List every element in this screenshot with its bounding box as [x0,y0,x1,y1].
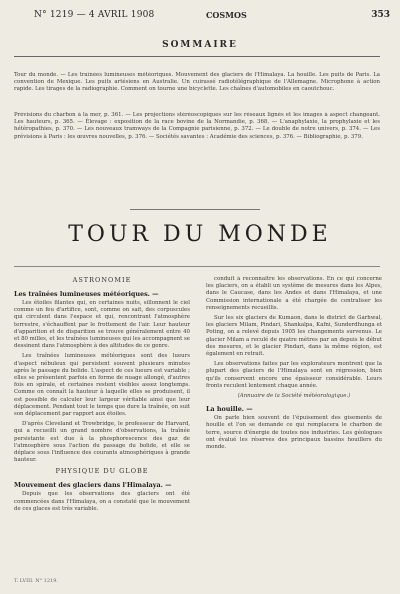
page-footer: T. LVIII. N° 1219. [14,578,58,584]
running-header [10,8,390,22]
sommaire-heading: SOMMAIRE [162,40,238,50]
paragraph: On parle bien souvent de l'épuisement des gisements de houille et l'on se demande ce qui remplacera le charbon de terre, source d'énergie de toutes nos industries. Les géologues ont évalué les réserves des principaux bassins houillers du monde. [206,415,382,451]
paragraph: D'après Cleveland et Trowbridge, le professeur de Harvard, qui a recueilli un grand nombre d'observations, la traînée persistante est due à la phosphorescence des gaz de l'atmosphère sous l'action du passage du bolide, et elle se déplace sous l'influence des courants atmosphériques à grande hauteur. [14,421,190,464]
right-column [206,276,382,576]
summary-paragraph-1: Tour du monde. — Les traînées lumineuses météoriques. Mouvement des glaciers de l'Himalaya. La houille. Les puits de Paris. La convention de Mexique. Les puits artésiens en Australie. Un cuirassé radiotélégraphique de l'Allemagne. Microphone à action rapide. Les tirages de la radiographie. Comment on tourne une bicyclette. Les chaînes d'automobiles en caoutchouc. [14,72,380,93]
paragraph: Depuis que les observations des glaciers ont été commencées dans l'Himalaya, on a constaté que le mouvement de ces glaces est très variable. [14,491,190,512]
divider [14,266,380,267]
section-heading: ASTRONOMIE [72,276,132,284]
paragraph: Sur les six glaciers de Kumaon, dans le district de Garhwal, les glaciers Milam, Pindari, Shankalpa, Kafni, Sunderdhunga et Poting, on a relevé depuis 1905 les changements survenus. Le glacier Milam a reculé de quatre mètres par an depuis le début des mesures, et le glacier Pindari, dans la même région, est également en retrait. [206,315,382,358]
page-title: TOUR DU MONDE [68,222,332,247]
paragraph: Les traînées lumineuses météoriques sont des lueurs d'aspect nébuleux qui persistent souvent plusieurs minutes après le passage du bolide. L'aspect de ces lueurs est variable ; elles se présentent parfois en forme de nuage allongé, d'autres fois en spirale, et certaines restent visibles assez longtemps. Comme on connaît la hauteur à laquelle elles se produisent, il est possible de calculer leur largeur véritable ainsi que leur déplacement. Pendant tout le temps que dure la traînée, on suit son déplacement par rapport aux étoiles. [14,353,190,418]
paragraph: conduit à reconnaître les observations. En ce qui concerne les glaciers, on a établi un système de mesures dans les Alpes, dans le Caucase, dans les Andes et dans l'Himalaya, et une Commission internationale a été chargée de centraliser les renseignements recueillis. [206,276,382,311]
left-column [14,276,190,576]
paragraph: Les observations faites par les explorateurs montrent que la plupart des glaciers de l'Himalaya sont en régression, bien qu'ils conservent encore une épaisseur considérable. Leurs fronts reculent lentement chaque année. [206,361,382,389]
issue-number: N° 1219 — 4 AVRIL 1908 [34,10,155,20]
section-heading: PHYSIQUE DU GLOBE [55,467,149,476]
article-title: Les traînées lumineuses météoriques. — [14,290,159,298]
source-citation: (Annuaire de la Société météorologique.) [237,393,351,400]
journal-name: COSMOS [206,10,247,20]
summary-paragraph-2: Prévisions du charbon à la mer, p. 361. — Les projections stéréoscopiques sur les réseaux lignés et les images à aspect changeant. Les hauteurs, p. 365. — Élevage : exposition de la race bovine de la Normandie, p. 368. — L'anaphylaxie, la prophylaxie et les hétéropathies, p. 370. — Les nouveaux tramways de la Compagnie parisienne, p. 372. — Le double de notre univers, p. 374. — Les prévisions à Paris : les œuvres nouvelles, p. 376. — Sociétés savantes : Académie des sciences, p. 376. — Bibliographie, p. 379. [14,112,380,140]
page-number: 353 [371,10,390,20]
divider [130,209,260,210]
paragraph: Les étoiles filantes qui, en certaines nuits, sillonnent le ciel comme un feu d'artifice, sont, comme on sait, des corpuscules qui circulent dans l'espace et qui, rencontrant l'atmosphère terrestre, s'échauffent par le frottement de l'air. Leur hauteur d'apparition et de disparition se trouve généralement entre 40 et 80 milles, et les traînées lumineuses qui les accompagnent se dessinent dans l'atmosphère à des altitudes de ce genre. [14,300,190,350]
divider [14,56,380,57]
article-title: Mouvement des glaciers dans l'Himalaya. — [14,481,172,490]
article-title: La houille. — [206,405,253,414]
